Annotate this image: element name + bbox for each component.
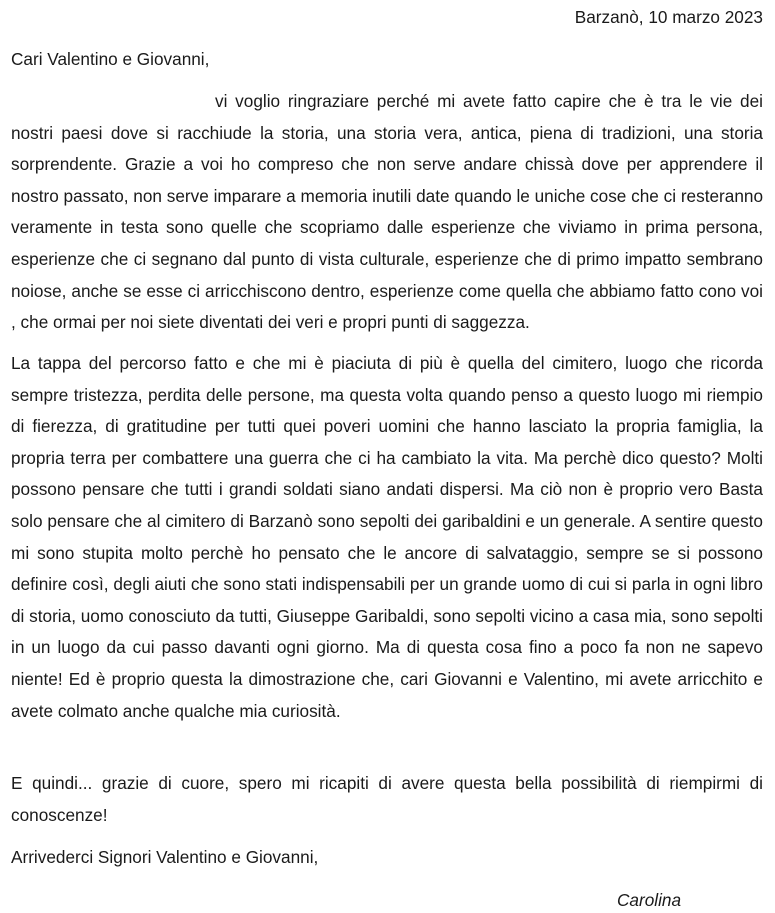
letter-signature: Carolina — [617, 890, 682, 910]
letter-date: Barzanò, 10 marzo 2023 — [574, 7, 763, 27]
letter-paragraph-1: vi voglio ringraziare perché mi avete fatto capire che è tra le vie dei nostri paesi dove si racchiude la storia, una storia vera, antica, piena di tradizioni, una storia sorprendente. Grazie a voi ho compreso che non serve andare chissà dove per apprendere il nostro passato, non serve imparare a memoria inutili date quando le uniche cose che ci resteranno veramente in testa sono quelle che scopriamo dalle esperienze che viviamo in prima persona, esperienze che ci segnano dal punto di vista culturale, esperienze che di primo impatto sembrano noiose, anche se esse ci arricchiscono dentro, esperienze come quella che abbiamo fatto cono voi , che ormai per noi siete diventati dei veri e propri punti di saggezza. — [11, 91, 763, 333]
letter-closing: Arrivederci Signori Valentino e Giovanni, — [11, 847, 319, 867]
letter-paragraph-2: La tappa del percorso fatto e che mi è piaciuta di più è quella del cimitero, luogo che ricorda sempre tristezza, perdita delle persone, ma questa volta quando penso a questo luogo mi riempio di fierezza, di gratitudine per tutti quei poveri uomini che hanno lasciato la propria famiglia, la propria terra per combattere una guerra che ci ha cambiato la vita. Ma perchè dico questo? Molti possono pensare che tutti i grandi soldati siano andati dispersi. Ma ciò non è proprio vero Basta solo pensare che al cimitero di Barzanò sono sepolti dei garibaldini e un generale. A sentire questo mi sono stupita molto perchè ho pensato che le ancore di salvataggio, sempre se si possono definire così, degli aiuti che sono stati indispensabili per un grande uomo di cui si parla in ogni libro di storia, uomo conosciuto da tutti, Giuseppe Garibaldi, sono sepolti vicino a casa mia, sono sepolti in un luogo da cui passo davanti ogni giorno. Ma di questa cosa fino a poco fa non ne sapevo niente! Ed è proprio questa la dimostrazione che, cari Giovanni e Valentino, mi avete arricchito e avete colmato anche qualche mia curiosità. — [11, 353, 763, 721]
letter-paragraph-3: E quindi... grazie di cuore, spero mi ricapiti di avere questa bella possibilità di riempirmi di conoscenze! — [11, 773, 763, 825]
letter-greeting: Cari Valentino e Giovanni, — [11, 49, 210, 69]
